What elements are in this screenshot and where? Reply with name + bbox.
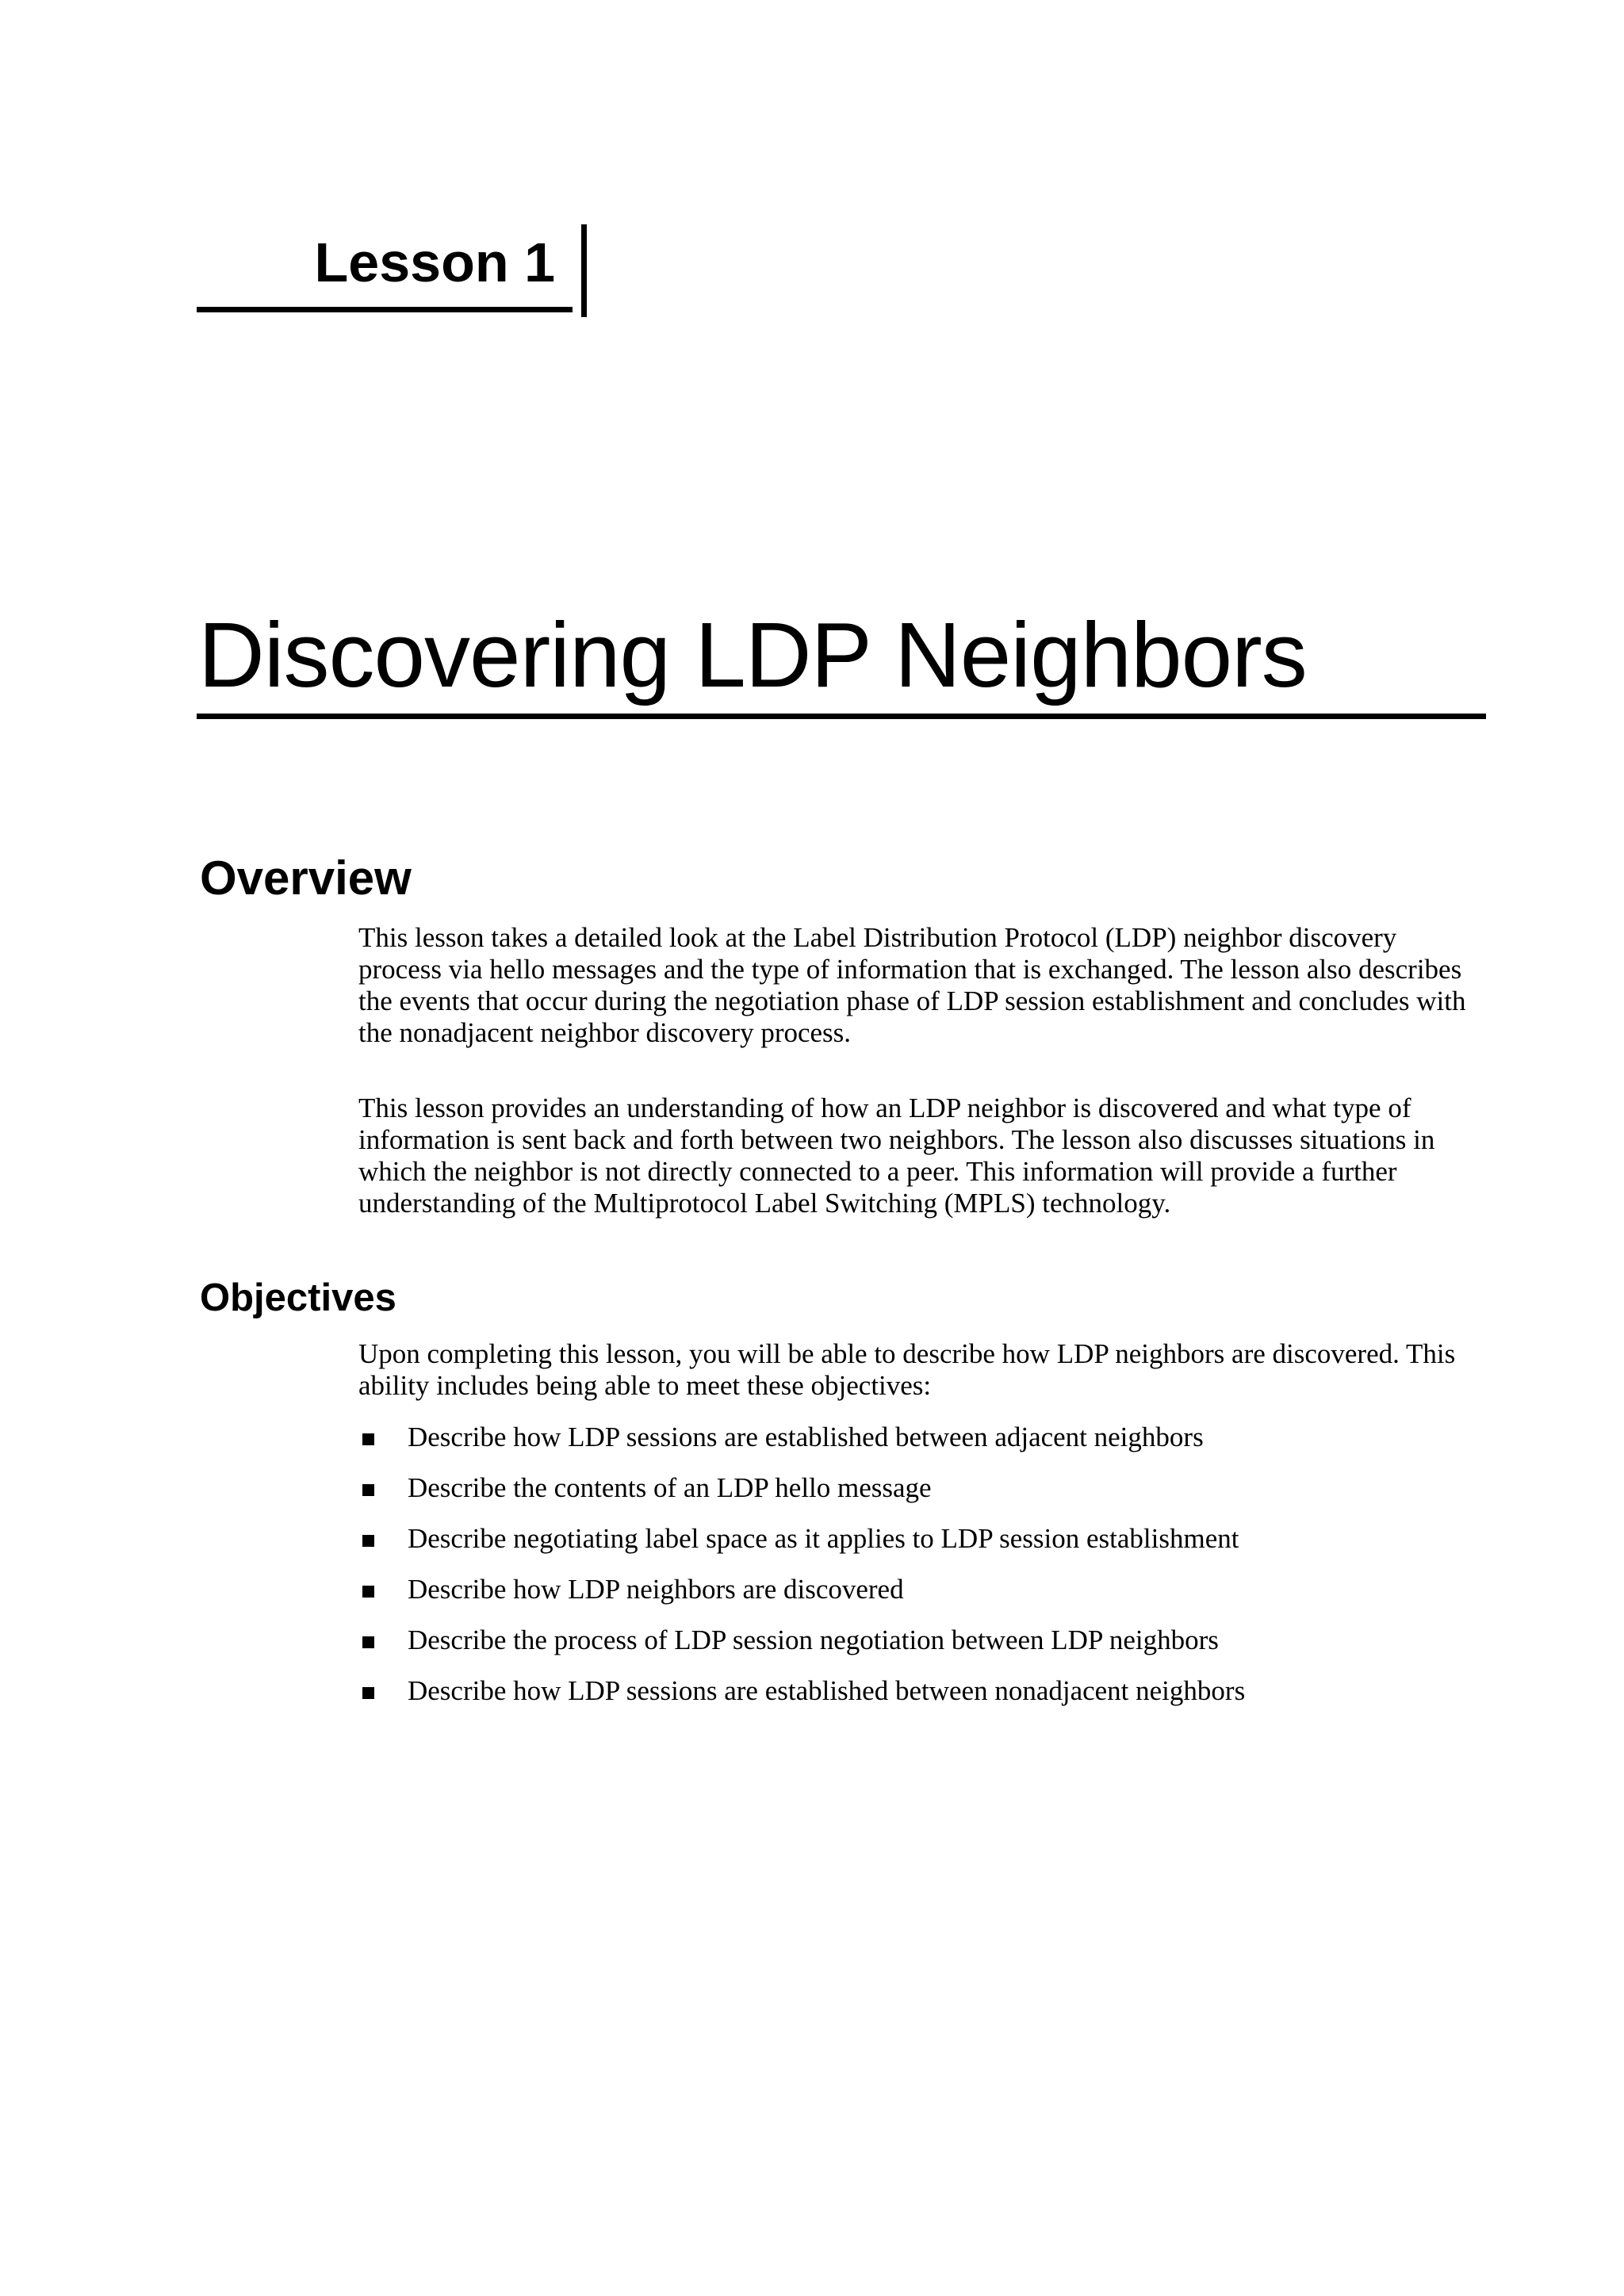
list-item xyxy=(358,1422,1484,1472)
overview-paragraph-1: This lesson takes a detailed look at the Label Distribution Protocol (LDP) neighbor discovery process via hello messages and the type of information that is exchanged. The lesson also describes the events that occur during the negotiation phase of LDP session establishment and concludes with the nonadjacent neighbor discovery process. xyxy=(358,922,1466,1048)
objective-text: Describe how LDP neighbors are discovered xyxy=(408,1574,904,1605)
objective-text: Describe how LDP sessions are established between adjacent neighbors xyxy=(408,1422,1204,1452)
objective-text: Describe negotiating label space as it applies to LDP session establishment xyxy=(408,1523,1239,1554)
objective-text: Describe the contents of an LDP hello message xyxy=(408,1472,932,1503)
list-item xyxy=(358,1675,1484,1726)
objectives-intro: Upon completing this lesson, you will be able to describe how LDP neighbors are discovered. This ability includes being able to meet these objectives: xyxy=(358,1338,1456,1401)
square-bullet-icon xyxy=(362,1687,374,1699)
lesson-label: Lesson 1 xyxy=(197,224,573,312)
title-underline xyxy=(197,714,1486,719)
page-title: Discovering LDP Neighbors xyxy=(198,603,1307,706)
square-bullet-icon xyxy=(362,1433,374,1445)
lesson-header xyxy=(197,224,596,317)
objectives-list xyxy=(358,1422,1484,1726)
overview-paragraph-2: This lesson provides an understanding of how an LDP neighbor is discovered and what type of information is sent back and forth between two neighbors. The lesson also discusses situations in which the neighbor is not directly connected to a peer. This information will provide a further understanding of the Multiprotocol Label Switching (MPLS) technology. xyxy=(358,1093,1435,1219)
square-bullet-icon xyxy=(362,1636,374,1648)
overview-heading: Overview xyxy=(200,851,412,905)
square-bullet-icon xyxy=(362,1586,374,1598)
lesson-divider xyxy=(581,224,587,317)
list-item xyxy=(358,1624,1484,1675)
objective-text: Describe the process of LDP session negotiation between LDP neighbors xyxy=(408,1624,1219,1655)
square-bullet-icon xyxy=(362,1535,374,1547)
list-item xyxy=(358,1574,1484,1624)
list-item xyxy=(358,1523,1484,1574)
objective-text: Describe how LDP sessions are established between nonadjacent neighbors xyxy=(408,1675,1246,1706)
square-bullet-icon xyxy=(362,1484,374,1496)
objectives-heading: Objectives xyxy=(200,1276,396,1319)
list-item xyxy=(358,1472,1484,1523)
